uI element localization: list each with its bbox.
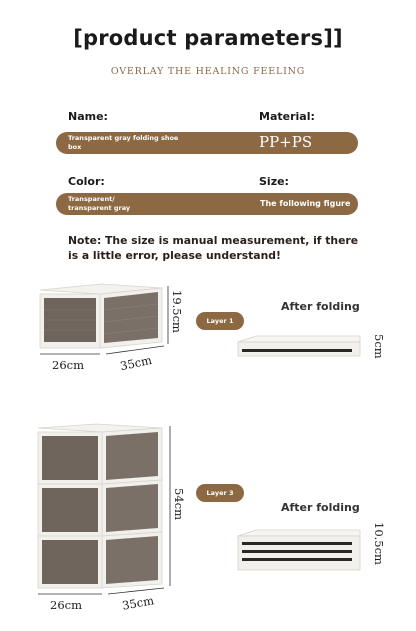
page-subtitle: OVERLAY THE HEALING FEELING bbox=[110, 66, 306, 77]
size-value: The following figure bbox=[260, 199, 351, 208]
layer1-box-illustration bbox=[30, 280, 180, 360]
color-label: Color: bbox=[68, 175, 105, 188]
material-label: Material: bbox=[259, 110, 315, 123]
layer3-folded-height-dimension: 10.5cm bbox=[372, 522, 386, 565]
layer1-folded-height-dimension: 5cm bbox=[372, 334, 386, 359]
color-value-line1: Transparent/ bbox=[68, 195, 115, 203]
layer3-height-dimension: 54cm bbox=[172, 488, 186, 520]
size-label: Size: bbox=[259, 175, 289, 188]
layer1-width-dimension: 26cm bbox=[52, 358, 84, 372]
layer1-folded-illustration bbox=[236, 332, 366, 364]
layer3-depth-dimension: 35cm bbox=[121, 593, 155, 613]
page-title: [product parameters]] bbox=[73, 26, 343, 50]
name-value-line2: box bbox=[68, 143, 82, 151]
layer1-height-dimension: 19.5cm bbox=[170, 290, 184, 333]
material-value: PP+PS bbox=[259, 133, 313, 151]
layer3-after-folding-label: After folding bbox=[281, 501, 360, 514]
layer1-after-folding-label: After folding bbox=[281, 300, 360, 313]
layer3-badge: Layer 3 bbox=[196, 484, 244, 502]
name-label: Name: bbox=[68, 110, 108, 123]
layer3-box-illustration bbox=[30, 420, 180, 600]
measurement-note: Note: The size is manual measurement, if there is a little error, please understand! bbox=[68, 234, 359, 262]
name-value-line1: Transparent gray folding shoe bbox=[68, 134, 179, 142]
layer3-width-dimension: 26cm bbox=[50, 598, 82, 612]
layer1-badge: Layer 1 bbox=[196, 312, 244, 330]
layer1-depth-dimension: 35cm bbox=[118, 352, 154, 374]
color-value-line2: transparent gray bbox=[68, 204, 131, 212]
layer3-folded-illustration bbox=[236, 528, 366, 576]
